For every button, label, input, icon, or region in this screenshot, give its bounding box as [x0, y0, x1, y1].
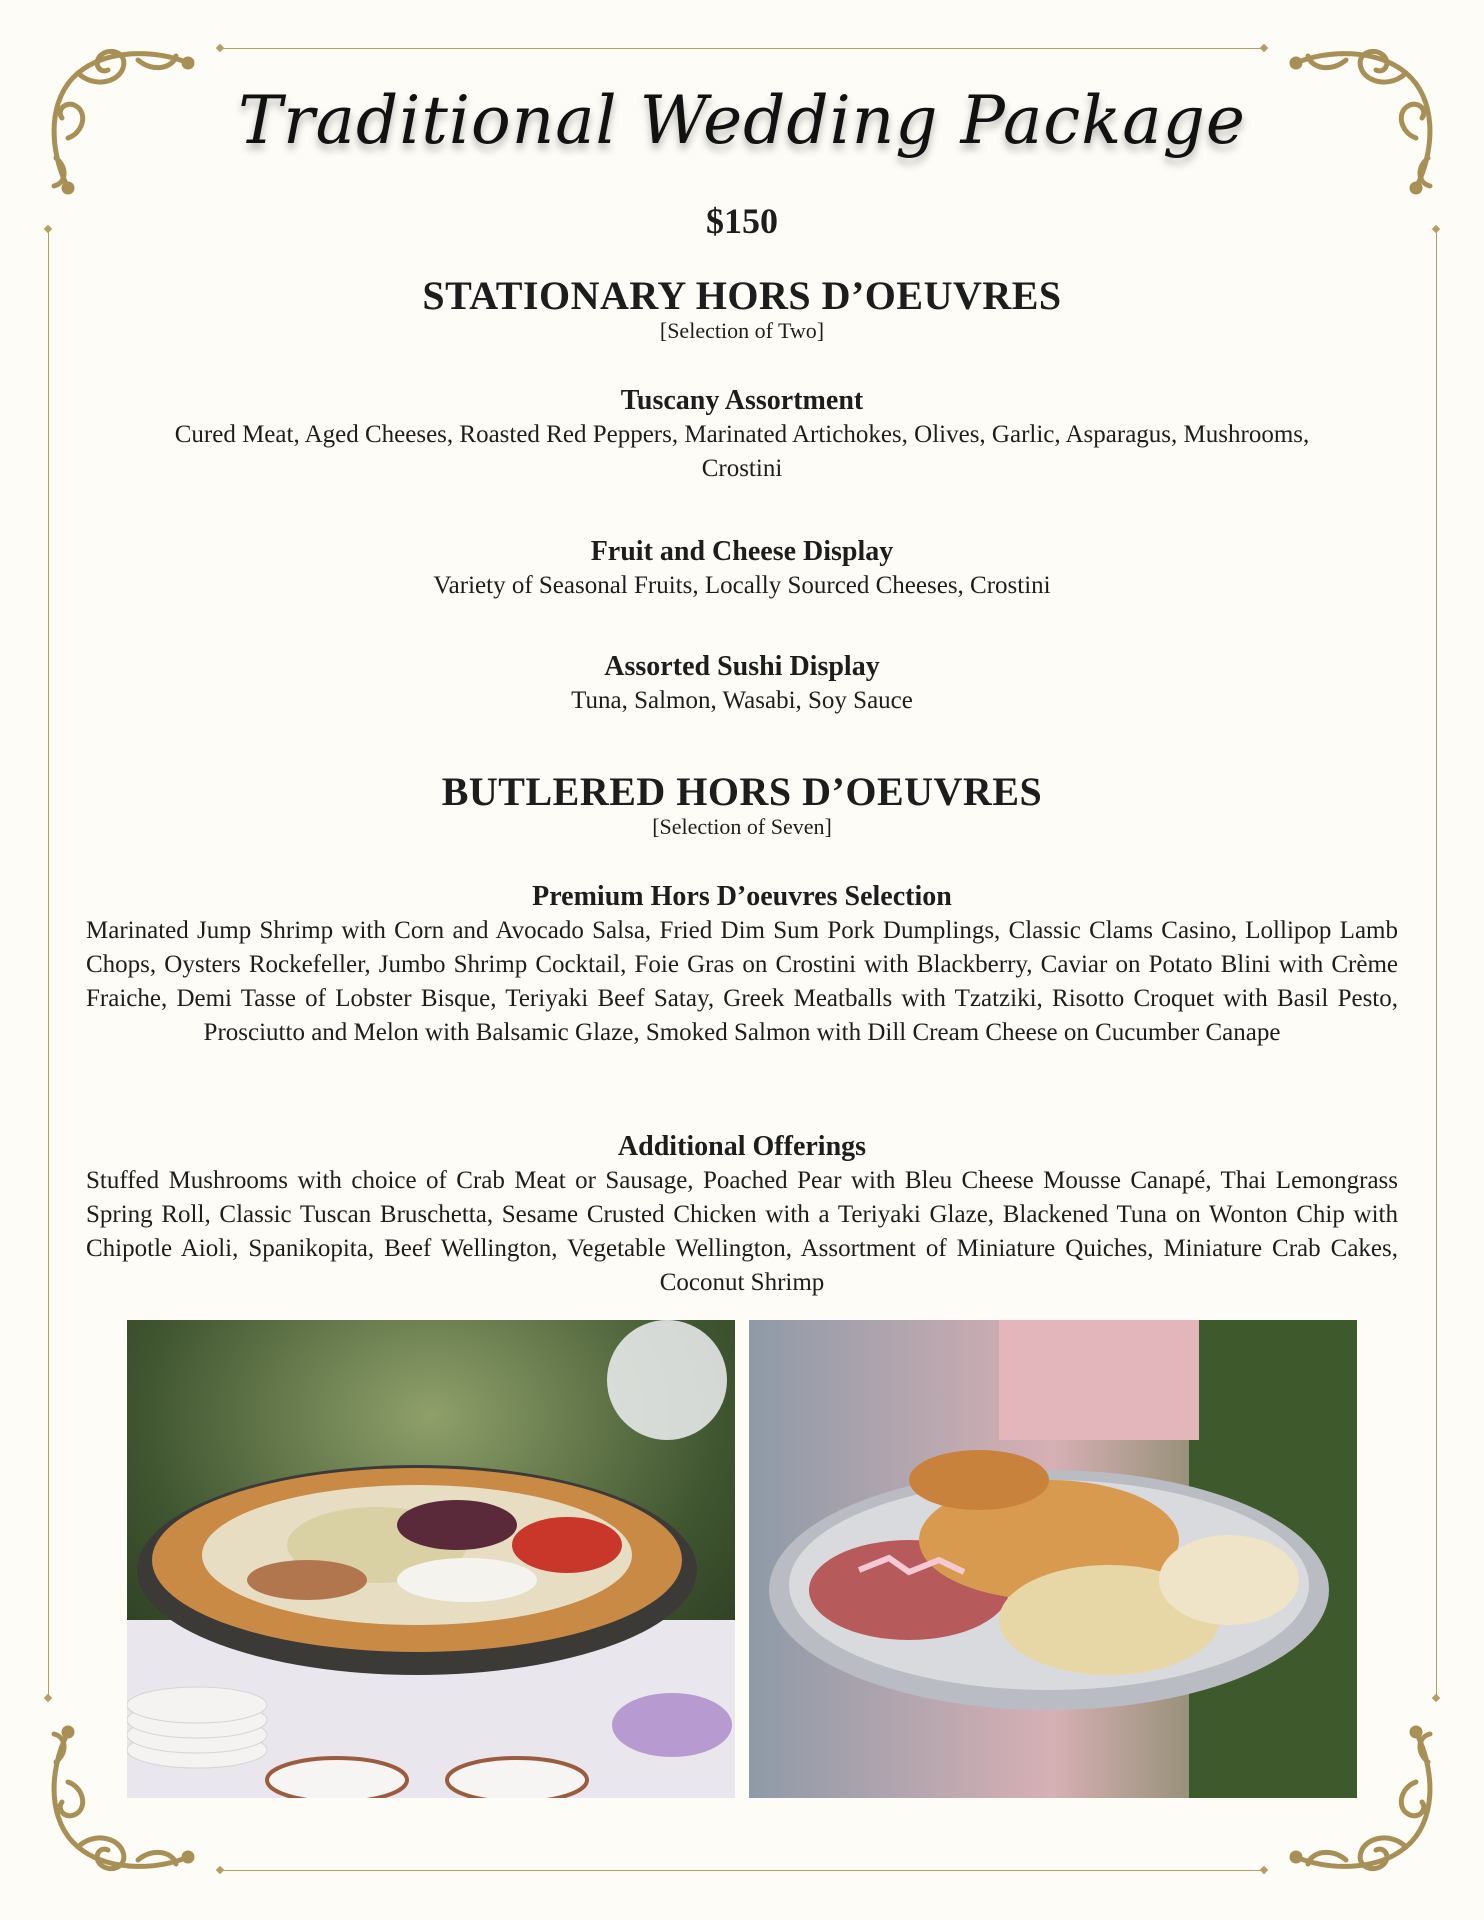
menu-item-description: Variety of Seasonal Fruits, Locally Sourced Cheeses, Crostini	[433, 571, 1051, 599]
menu-item-title: Premium Hors D’oeuvres Selection	[532, 881, 952, 912]
page-title: Traditional Wedding Package	[238, 82, 1246, 159]
section-subtitle: [Selection of Seven]	[652, 814, 832, 839]
section-title: STATIONARY HORS D’OEUVRES	[422, 273, 1062, 318]
menu-item-description: Stuffed Mushrooms with choice of Crab Meat or Sausage, Poached Pear with Bleu Cheese Mousse Canapé, Thai Lemongrass Spring Roll, Classic Tuscan Bruschetta, Sesame Crusted Chicken with a Teriyaki Glaze, Blackened Tuna on Wonton Chip with Chipotle Aioli, Spanikopita, Beef Wellington, Vegetable Wellington, Assortment of Miniature Quiches, Miniature Crab Cakes, Coconut Shrimp	[86, 1166, 1398, 1296]
section-stationary	[86, 274, 1398, 344]
section-butlered	[86, 770, 1398, 840]
menu-item-title: Additional Offerings	[617, 1131, 867, 1162]
menu-item-description: Marinated Jump Shrimp with Corn and Avocado Salsa, Fried Dim Sum Pork Dumplings, Classic Clams Casino, Lollipop Lamb Chops, Oysters Rockefeller, Jumbo Shrimp Cocktail, Foie Gras on Crostini with Blackberry, Caviar on Potato Blini with Crème Fraiche, Demi Tasse of Lobster Bisque, Teriyaki Beef Satay, Greek Meatballs with Tzatziki, Risotto Croquet with Basil Pesto, Prosciutto and Melon with Balsamic Glaze, Smoked Salmon with Dill Cream Cheese on Cucumber Canape	[86, 916, 1398, 1046]
menu-item-description: Cured Meat, Aged Cheeses, Roasted Red Peppers, Marinated Artichokes, Olives, Garlic, Asparagus, Mushrooms, Crostini	[174, 420, 1310, 482]
section-title: BUTLERED HORS D’OEUVRES	[441, 769, 1043, 814]
frame-dot	[44, 1694, 52, 1702]
frame-line-top	[220, 48, 1264, 49]
photo-antipasto-platter	[127, 1320, 735, 1798]
menu-item-title: Assorted Sushi Display	[604, 651, 880, 682]
frame-dot	[216, 44, 224, 52]
menu-item	[86, 535, 1398, 603]
frame-dot	[1432, 1694, 1440, 1702]
frame-dot	[1260, 44, 1268, 52]
menu-item	[86, 1130, 1398, 1300]
frame-dot	[216, 1866, 224, 1874]
menu-item-title: Tuscany Assortment	[620, 385, 864, 416]
package-price: $150	[706, 201, 778, 241]
menu-item	[140, 384, 1344, 486]
frame-line-bottom	[220, 1870, 1264, 1871]
menu-item-title: Fruit and Cheese Display	[590, 536, 894, 567]
frame-line-right	[1436, 228, 1437, 1698]
menu-item-description: Tuna, Salmon, Wasabi, Soy Sauce	[571, 686, 913, 714]
frame-line-left	[48, 228, 49, 1698]
section-subtitle: [Selection of Two]	[659, 318, 825, 343]
menu-item	[86, 880, 1398, 1050]
menu-item	[86, 650, 1398, 718]
photo-hors-doeuvres-tray	[749, 1320, 1357, 1798]
frame-dot	[1260, 1866, 1268, 1874]
